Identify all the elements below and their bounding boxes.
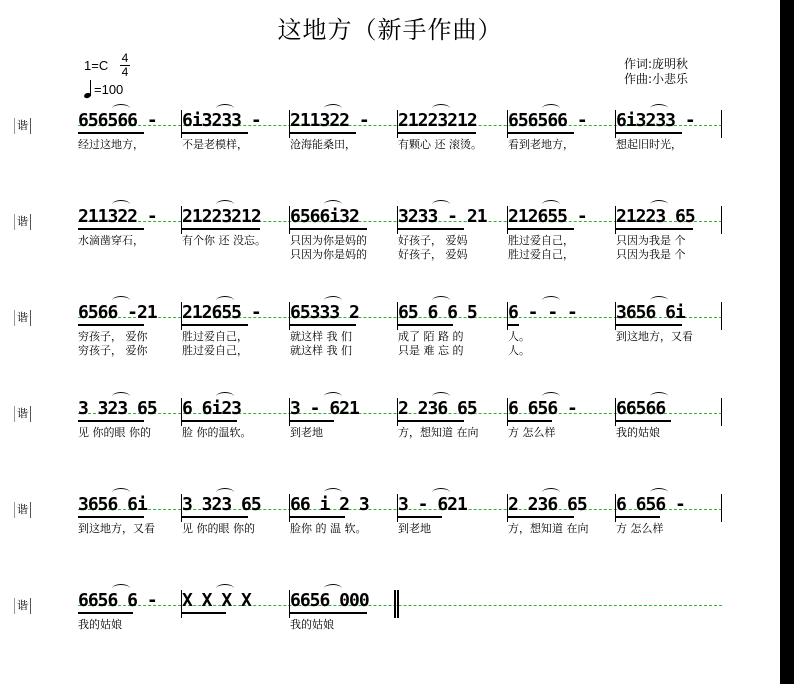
underline-beam [78,420,144,422]
lyric-line-1: 见 你的眼 你的 [182,522,255,535]
barline [721,494,722,522]
slur-mark [216,584,234,593]
system-marker: 谐 [14,214,31,230]
measure-notes: 3233 - 21 [398,206,487,227]
lyric-line-1: 到这地方，又看 [616,330,693,343]
lyric-line-1: 好孩子， 爱妈 [398,234,468,247]
underline-beam [616,420,671,422]
underline-beam [290,228,367,230]
underline-beam [290,516,345,518]
measure-notes: 3 - 621 [398,494,467,515]
measure-notes: 3656 6i [78,494,147,515]
system-marker: 谐 [14,502,31,518]
tempo-value: =100 [94,82,124,97]
lyric-line-1: 方，想知道 在向 [398,426,479,439]
time-top: 4 [121,51,129,65]
lyric-line-1: 只因为我是 个 [616,234,686,247]
underline-beam [616,324,682,326]
lyric-line-2: 好孩子， 爱妈 [398,248,468,261]
underline-beam [616,516,660,518]
lyric-line-2: 胜过爱自己， [182,344,248,357]
system-marker: 谐 [14,310,31,326]
slur-mark [650,200,668,209]
slur-mark [112,392,130,401]
lyric-line-1: 方 怎么样 [508,426,556,439]
slur-mark [324,488,342,497]
underline-beam [508,324,519,326]
lyric-line-1: 有个你 还 没忘。 [182,234,266,247]
measure-notes: 212655 - [508,206,587,227]
slur-mark [432,488,450,497]
slur-mark [542,296,560,305]
measure-notes: 6 6i23 [182,398,242,419]
slur-mark [216,200,234,209]
underline-beam [78,228,144,230]
lyric-line-1: 到老地 [290,426,323,439]
lyric-line-1: 人。 [508,330,530,343]
lyricist: 作词:庞明秋 [624,57,689,71]
slur-mark [216,392,234,401]
credits [624,57,688,87]
measure-notes: 66566 [616,398,666,419]
slur-mark [542,200,560,209]
underline-beam [290,420,334,422]
measure-notes: 21223 65 [616,206,695,227]
lyric-line-1: 不是老模样， [182,138,248,151]
lyric-line-2: 胜过爱自己， [508,248,574,261]
staff-guide-line [78,605,722,606]
barline [721,110,722,138]
measure-notes: 65333 2 [290,302,359,323]
underline-beam [182,228,260,230]
system-marker: 谐 [14,118,31,134]
underline-beam [398,420,464,422]
final-barline-thin [398,590,399,618]
measure-notes: 656566 - [78,110,157,131]
barline [721,206,722,234]
measure-notes: 211322 - [290,110,369,131]
measure-notes: 6 - - - [508,302,577,323]
underline-beam [616,132,682,134]
key-signature [84,51,129,79]
measure-notes: 6656 6 - [78,590,157,611]
underline-beam [182,324,248,326]
slur-mark [216,104,234,113]
quarter-note-icon [84,80,94,98]
composer: 作曲:小悲乐 [624,72,689,86]
lyric-line-1: 想起旧时光， [616,138,682,151]
time-signature [120,52,130,79]
slur-mark [650,296,668,305]
slur-mark [324,104,342,113]
lyric-line-2: 只因为我是 个 [616,248,686,261]
slur-mark [112,584,130,593]
slur-mark [324,200,342,209]
underline-beam [78,132,144,134]
underline-beam [508,420,552,422]
window-edge [780,0,794,684]
underline-beam [78,324,144,326]
slur-mark [432,296,450,305]
underline-beam [78,516,144,518]
score-title: 这地方（新手作曲） [277,16,503,44]
lyric-line-1: 有颗心 还 滚烫。 [398,138,482,151]
underline-beam [398,132,476,134]
underline-beam [508,516,574,518]
underline-beam [398,324,453,326]
measure-notes: 3656 6i [616,302,685,323]
measure-notes: 6566 -21 [78,302,157,323]
slur-mark [650,104,668,113]
slur-mark [112,200,130,209]
final-barline [394,590,396,618]
underline-beam [182,420,237,422]
slur-mark [650,488,668,497]
slur-mark [112,104,130,113]
underline-beam [398,516,442,518]
lyric-line-1: 我的姑娘 [290,618,334,631]
lyric-line-1: 到老地 [398,522,431,535]
slur-mark [650,392,668,401]
lyric-line-2: 只因为你是妈的 [290,248,367,261]
measure-notes: 212655 - [182,302,261,323]
measure-notes: 3 323 65 [78,398,157,419]
slur-mark [542,488,560,497]
measure-notes: 65 6 6 5 [398,302,477,323]
slur-mark [216,488,234,497]
lyric-line-1: 只因为你是妈的 [290,234,367,247]
measure-notes: X X X X [182,590,251,611]
lyric-line-1: 看到老地方， [508,138,574,151]
underline-beam [508,132,574,134]
slur-mark [432,200,450,209]
lyric-line-1: 胜过爱自己， [182,330,248,343]
measure-notes: 211322 - [78,206,157,227]
measure-notes: 66 i 2 3 [290,494,369,515]
lyric-line-1: 方，想知道 在向 [508,522,589,535]
lyric-line-1: 胜过爱自己， [508,234,574,247]
measure-notes: 2 236 65 [508,494,587,515]
lyric-line-1: 水滴凿穿石， [78,234,144,247]
lyric-line-2: 就这样 我 们 [290,344,352,357]
lyric-line-1: 见 你的眼 你的 [78,426,151,439]
slur-mark [324,584,342,593]
underline-beam [182,516,248,518]
measure-notes: 2 236 65 [398,398,477,419]
underline-beam [290,132,356,134]
slur-mark [112,488,130,497]
lyric-line-1: 脸你 的 温 软。 [290,522,367,535]
lyric-line-1: 我的姑娘 [78,618,122,631]
slur-mark [542,104,560,113]
underline-beam [182,132,248,134]
lyric-line-1: 脸 你的温软。 [182,426,252,439]
measure-notes: 6 656 - [508,398,577,419]
lyric-line-1: 就这样 我 们 [290,330,352,343]
lyric-line-2: 只是 难 忘 的 [398,344,464,357]
underline-beam [290,612,367,614]
slur-mark [324,392,342,401]
measure-notes: 3 323 65 [182,494,261,515]
lyric-line-1: 经过这地方， [78,138,144,151]
lyric-line-1: 方 怎么样 [616,522,664,535]
underline-beam [290,324,356,326]
key-label: 1=C [84,58,109,73]
lyric-line-2: 人。 [508,344,530,357]
time-bottom: 4 [121,65,129,79]
lyric-line-1: 到这地方，又看 [78,522,155,535]
measure-notes: 3 - 621 [290,398,359,419]
measure-notes: 6i3233 - [182,110,261,131]
slur-mark [432,104,450,113]
measure-notes: 6656 000 [290,590,369,611]
underline-beam [182,612,226,614]
lyric-line-1: 成了 陌 路 的 [398,330,464,343]
measure-notes: 21223212 [182,206,261,227]
underline-beam [398,228,464,230]
measure-notes: 21223212 [398,110,477,131]
measure-notes: 6566i32 [290,206,359,227]
tempo-marking [84,80,123,98]
slur-mark [432,392,450,401]
measure-notes: 656566 - [508,110,587,131]
barline [721,302,722,330]
lyric-line-1: 穷孩子， 爱你 [78,330,148,343]
slur-mark [216,296,234,305]
barline [721,398,722,426]
measure-notes: 6i3233 - [616,110,695,131]
slur-mark [542,392,560,401]
underline-beam [616,228,693,230]
lyric-line-1: 我的姑娘 [616,426,660,439]
underline-beam [78,612,133,614]
slur-mark [324,296,342,305]
slur-mark [112,296,130,305]
measure-notes: 6 656 - [616,494,685,515]
system-marker: 谐 [14,598,31,614]
system-marker: 谐 [14,406,31,422]
lyric-line-1: 沧海能桑田， [290,138,356,151]
lyric-line-2: 穷孩子， 爱你 [78,344,148,357]
underline-beam [508,228,574,230]
